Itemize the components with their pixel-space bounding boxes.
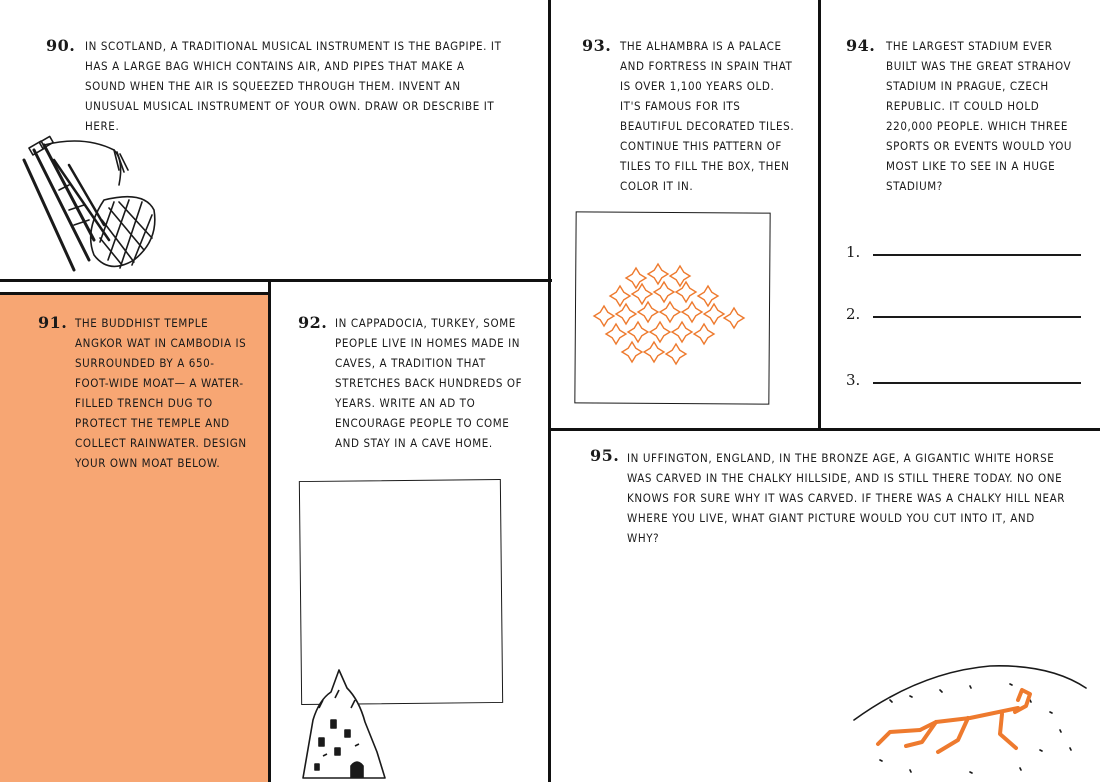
activity-number: 94. — [846, 36, 876, 55]
activity-text: IN SCOTLAND, A TRADITIONAL MUSICAL INSTRUMENT IS THE BAGPIPE. IT HAS A LARGE BAG WHICH CONTAINS AIR, AND PIPES THAT MAKE A SOUND WHEN THE AIR IS SQUEEZED THROUGH THEM. INVENT AN UNUSUAL MUSICAL INSTRUMENT OF YOUR OWN. DRAW OR DESCRIBE IT HERE. — [85, 39, 502, 133]
divider-left-orange-top — [0, 292, 270, 295]
answer-1-label: 1. — [846, 243, 861, 261]
star-tile-pattern-icon — [588, 262, 748, 372]
divider-92-93 — [548, 0, 551, 782]
activity-text: IN CAPPADOCIA, TURKEY, SOME PEOPLE LIVE IN HOMES MADE IN CAVES, A TRADITION THAT STRETCHES BACK HUNDREDS OF YEARS. WRITE AN AD TO ENCOURAGE PEOPLE TO COME AND STAY IN A CAVE HOME. — [335, 316, 523, 450]
activity-text: THE LARGEST STADIUM EVER BUILT WAS THE GREAT STRAHOV STADIUM IN PRAGUE, CZECH REPUBLIC. IT COULD HOLD 220,000 PEOPLE. WHICH THREE SPORTS OR EVENTS WOULD YOU MOST LIKE TO SEE IN A HUGE STADIUM? — [886, 39, 1073, 193]
activity-number: 95. — [590, 446, 620, 465]
answer-3-line[interactable] — [873, 382, 1081, 384]
chalk-horse-hill-icon — [850, 660, 1090, 780]
divider-93-94 — [818, 0, 821, 430]
activity-text: THE ALHAMBRA IS A PALACE AND FORTRESS IN SPAIN THAT IS OVER 1,100 YEARS OLD. IT'S FAMOUS FOR ITS BEAUTIFUL DECORATED TILES. CONTINUE THIS PATTERN OF TILES TO FILL THE BOX, THEN COLOR IT IN. — [620, 39, 795, 193]
activity-text: IN UFFINGTON, ENGLAND, IN THE BRONZE AGE, A GIGANTIC WHITE HORSE WAS CARVED IN THE CHALKY HILLSIDE, AND IS STILL THERE TODAY. NO ONE KNOWS FOR SURE WHY IT WAS CARVED. IF THERE WAS A CHALKY HILL NEAR WHERE YOU LIVE, WHAT GIANT PICTURE WOULD YOU CUT INTO IT, AND WHY? — [627, 451, 1066, 545]
bagpipe-icon — [14, 130, 164, 280]
divider-above-95 — [548, 428, 1100, 431]
answer-2-label: 2. — [846, 305, 861, 323]
cave-dwelling-icon — [295, 660, 395, 780]
activity-number: 91. — [38, 313, 68, 332]
activity-number: 93. — [582, 36, 612, 55]
answer-2-line[interactable] — [873, 316, 1081, 318]
answer-1-line[interactable] — [873, 254, 1081, 256]
divider-91-92 — [268, 279, 271, 782]
answer-3-label: 3. — [846, 371, 861, 389]
activity-number: 90. — [46, 36, 76, 55]
activity-text: THE BUDDHIST TEMPLE ANGKOR WAT IN CAMBODIA IS SURROUNDED BY A 650-FOOT-WIDE MOAT— A WATER-FILLED TRENCH DUG TO PROTECT THE TEMPLE AND COLLECT RAINWATER. DESIGN YOUR OWN MOAT BELOW. — [75, 316, 247, 470]
activity-number: 92. — [298, 313, 328, 332]
